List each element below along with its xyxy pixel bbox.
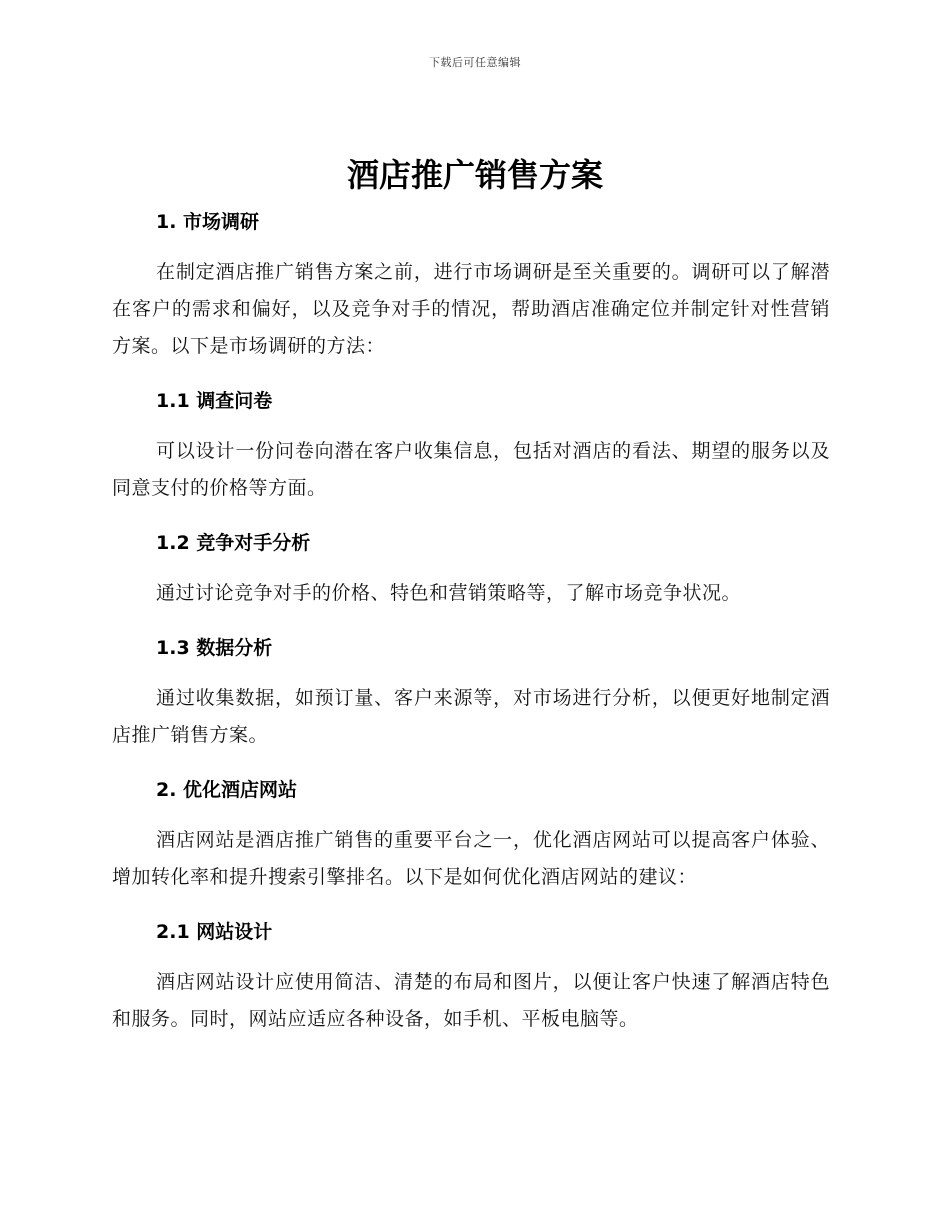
document-title: 酒店推广销售方案 — [346, 156, 603, 194]
section-heading: 2.1 网站设计 — [156, 921, 273, 943]
document-body — [112, 200, 830, 1052]
section-competitor-analysis — [112, 521, 830, 626]
section-market-research — [112, 200, 830, 379]
section-heading: 2. 优化酒店网站 — [156, 779, 298, 801]
section-paragraph: 酒店网站是酒店推广销售的重要平台之一，优化酒店网站可以提高客户体验、增加转化率和提升搜索引擎排名。以下是如何优化酒店网站的建议： — [112, 829, 830, 888]
section-heading: 1.3 数据分析 — [156, 637, 273, 659]
section-website-design — [112, 910, 830, 1052]
section-heading: 1.1 调查问卷 — [156, 390, 273, 412]
section-paragraph: 通过讨论竞争对手的价格、特色和营销策略等，了解市场竞争状况。 — [156, 582, 742, 604]
section-paragraph: 在制定酒店推广销售方案之前，进行市场调研是至关重要的。调研可以了解潜在客户的需求和偏好，以及竞争对手的情况，帮助酒店准确定位并制定针对性营销方案。以下是市场调研的方法： — [112, 261, 830, 357]
section-heading: 1.2 竞争对手分析 — [156, 532, 311, 554]
section-data-analysis — [112, 626, 830, 768]
section-questionnaire — [112, 379, 830, 521]
section-heading: 1. 市场调研 — [156, 211, 260, 233]
section-paragraph: 可以设计一份问卷向潜在客户收集信息，包括对酒店的看法、期望的服务以及同意支付的价格等方面。 — [112, 440, 830, 499]
section-paragraph: 通过收集数据，如预订量、客户来源等，对市场进行分析，以便更好地制定酒店推广销售方案。 — [112, 687, 830, 746]
section-website-optimization — [112, 768, 830, 910]
page-header-note: 下载后可任意编辑 — [429, 56, 521, 69]
section-paragraph: 酒店网站设计应使用简洁、清楚的布局和图片，以便让客户快速了解酒店特色和服务。同时，网站应适应各种设备，如手机、平板电脑等。 — [112, 971, 830, 1030]
